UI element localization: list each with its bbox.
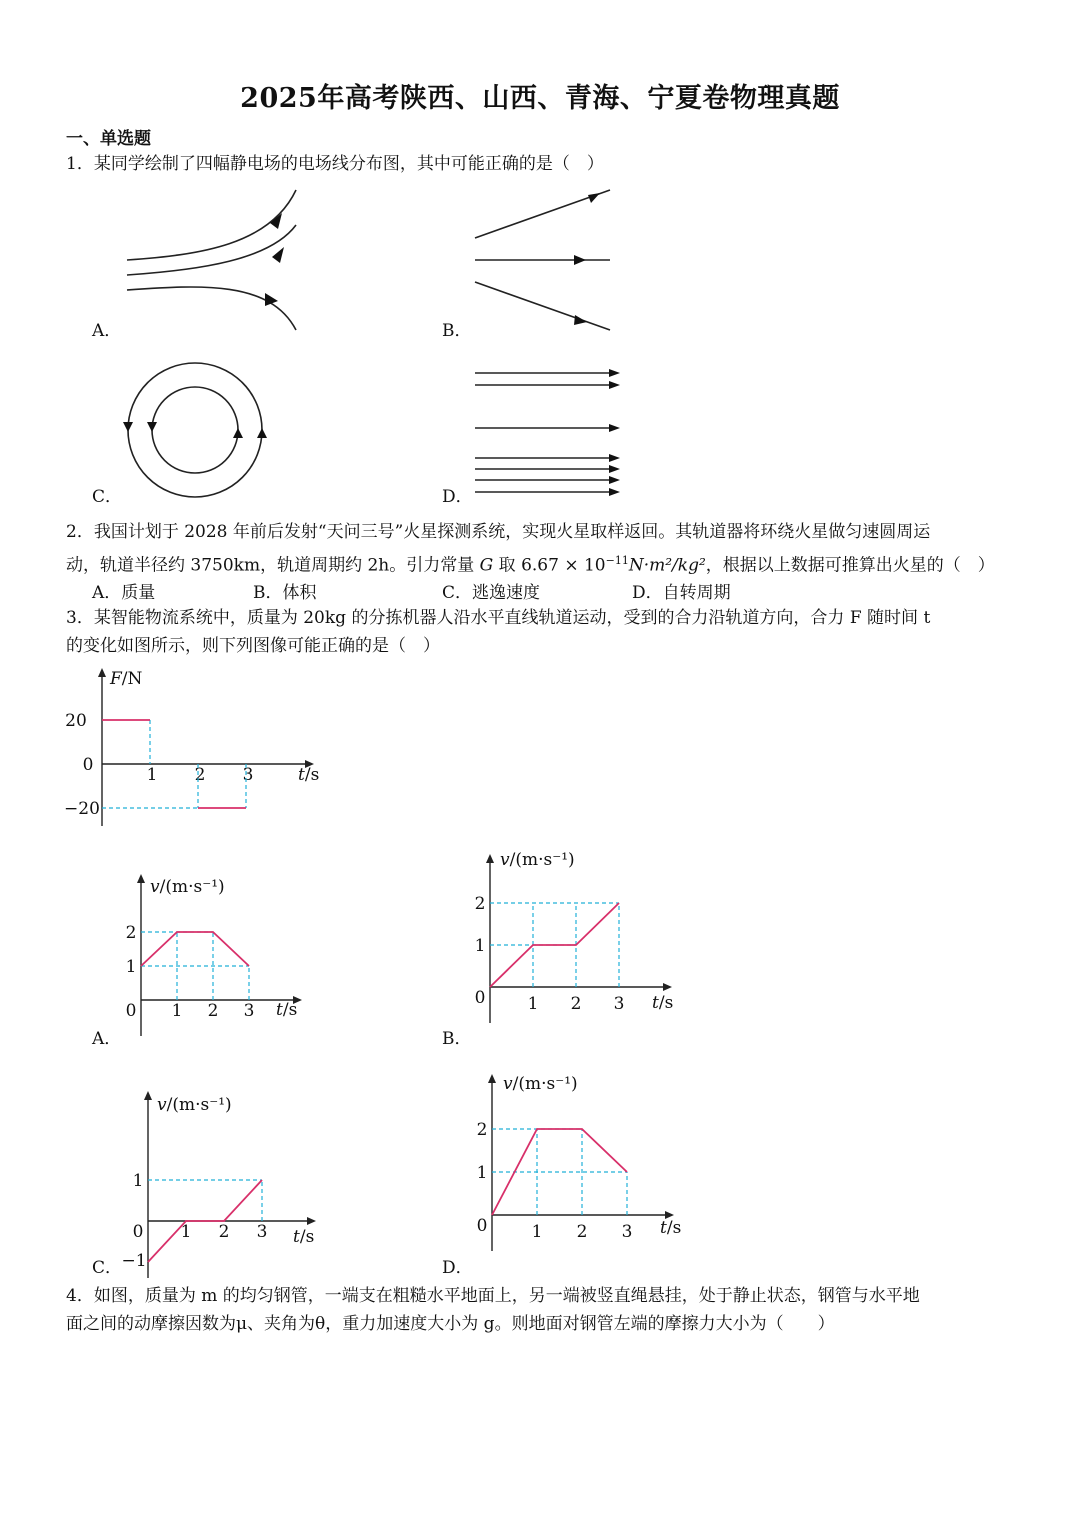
q3-label-d: D．: [442, 1258, 473, 1278]
chart2-y-tick-2: 2: [474, 894, 486, 914]
chart3-x-tick-3: 3: [256, 1222, 268, 1242]
chart3-y-label: v/(m·s⁻¹): [157, 1095, 232, 1115]
chart0-y-tick-20: 20: [65, 711, 87, 731]
chart3-y-axis-arrow: [144, 1091, 152, 1100]
chart4-origin: 0: [476, 1216, 488, 1236]
chart0-x-tick-1: 1: [146, 765, 158, 785]
q4-line1: 4．如图，质量为 m 的均匀钢管，一端支在粗糙水平地面上，另一端被竖直绳悬挂，处于静止状态，钢管与水平地: [66, 1286, 920, 1306]
chart1-y-label: v/(m·s⁻¹): [150, 877, 225, 897]
chart4-y-axis-arrow: [488, 1074, 496, 1083]
chart1-y-axis-arrow: [137, 874, 145, 883]
chart0-y-label: F/N: [110, 669, 143, 689]
chart2-x-tick-1: 1: [527, 994, 539, 1014]
chart0-y-tick-0: 0: [82, 755, 94, 775]
q1-label-a: A．: [92, 321, 122, 341]
q4-line2: 面之间的动摩擦因数为μ、夹角为θ，重力加速度大小为 g。则地面对钢管左端的摩擦力大小为（ ）: [66, 1314, 835, 1334]
chart3-y-tick-1: 1: [132, 1171, 144, 1191]
chart0-x-label: t/s: [298, 765, 320, 785]
q1-label-b: B．: [442, 321, 472, 341]
q1-label-c: C．: [92, 487, 123, 507]
chart2-series-line: [490, 903, 619, 987]
q1-label-d: D．: [442, 487, 473, 507]
chart1-x-tick-3: 3: [243, 1001, 255, 1021]
q2-option-d: D．自转周期: [632, 583, 731, 603]
chart2-y-axis-arrow: [486, 854, 494, 863]
chart3-x-tick-2: 2: [218, 1222, 230, 1242]
chart3-x-tick-1: 1: [180, 1222, 192, 1242]
q3-label-b: B．: [442, 1029, 472, 1049]
q2-option-c: C．逃逸速度: [442, 583, 541, 603]
chart0-y-axis-arrow: [98, 668, 106, 677]
page-title: 2025年高考陕西、山西、青海、宁夏卷物理真题: [240, 83, 840, 114]
q3-line1: 3．某智能物流系统中，质量为 20kg 的分拣机器人沿水平直线轨道运动，受到的合力沿轨道方向，合力 F 随时间 t: [66, 608, 931, 628]
chart1-y-tick-2: 2: [125, 923, 137, 943]
chart4-x-label: t/s: [660, 1218, 682, 1238]
chart1-x-tick-1: 1: [171, 1001, 183, 1021]
chart4-y-tick-2: 2: [476, 1120, 488, 1140]
q2-line2-pre: 动，轨道半径约 3750km，轨道周期约 2h。引力常量: [66, 555, 480, 576]
chart3-y-tick-neg1: −1: [121, 1251, 147, 1271]
chart4-x-tick-2: 2: [576, 1222, 588, 1242]
chart4-y-tick-1: 1: [476, 1163, 488, 1183]
chart0-x-tick-3: 3: [242, 765, 254, 785]
chart1-origin: 0: [125, 1001, 137, 1021]
q2-line2-mid: 取 6.67 × 10: [493, 555, 606, 576]
chart1-y-tick-1: 1: [125, 957, 137, 977]
chart2-x-label: t/s: [652, 993, 674, 1013]
chart2-y-tick-1: 1: [474, 936, 486, 956]
section-heading: 一、单选题: [66, 129, 151, 149]
q1-stem: 1．某同学绘制了四幅静电场的电场线分布图，其中可能正确的是（ ）: [66, 154, 604, 174]
q3-label-a: A．: [92, 1029, 122, 1049]
chart4-x-tick-3: 3: [621, 1222, 633, 1242]
chart2-x-tick-2: 2: [570, 994, 582, 1014]
chart2-x-axis-arrow: [663, 983, 672, 991]
chart0-y-tick-neg20: −20: [64, 799, 100, 819]
chart4-x-tick-1: 1: [531, 1222, 543, 1242]
chart1-series-line: [141, 932, 249, 966]
chart1-x-tick-2: 2: [207, 1001, 219, 1021]
chart3-origin: 0: [132, 1222, 144, 1242]
q2-constant-g: G: [479, 555, 494, 576]
chart2-y-label: v/(m·s⁻¹): [500, 850, 575, 870]
chart0-x-tick-2: 2: [194, 765, 206, 785]
q2-option-a: A．质量: [92, 583, 156, 603]
q2-line1: 2．我国计划于 2028 年前后发射“天问三号”火星探测系统，实现火星取样返回。其轨道器将环绕火星做匀速圆周运: [66, 522, 931, 542]
q2-exponent: −11: [605, 554, 629, 567]
q2-line2-post: ，根据以上数据可推算出火星的（ ）: [705, 555, 995, 576]
chart4-y-label: v/(m·s⁻¹): [503, 1074, 578, 1094]
q3-label-c: C．: [92, 1258, 123, 1278]
q2-option-b: B．体积: [253, 583, 317, 603]
q2-unit: N·m²/kg²: [628, 555, 706, 576]
q3-line2: 的变化如图所示，则下列图像可能正确的是（ ）: [66, 636, 440, 656]
chart3-x-label: t/s: [293, 1227, 315, 1247]
chart2-origin: 0: [474, 988, 486, 1008]
chart3-x-axis-arrow: [307, 1217, 316, 1225]
chart2-x-tick-3: 3: [613, 994, 625, 1014]
chart1-x-label: t/s: [276, 1000, 298, 1020]
